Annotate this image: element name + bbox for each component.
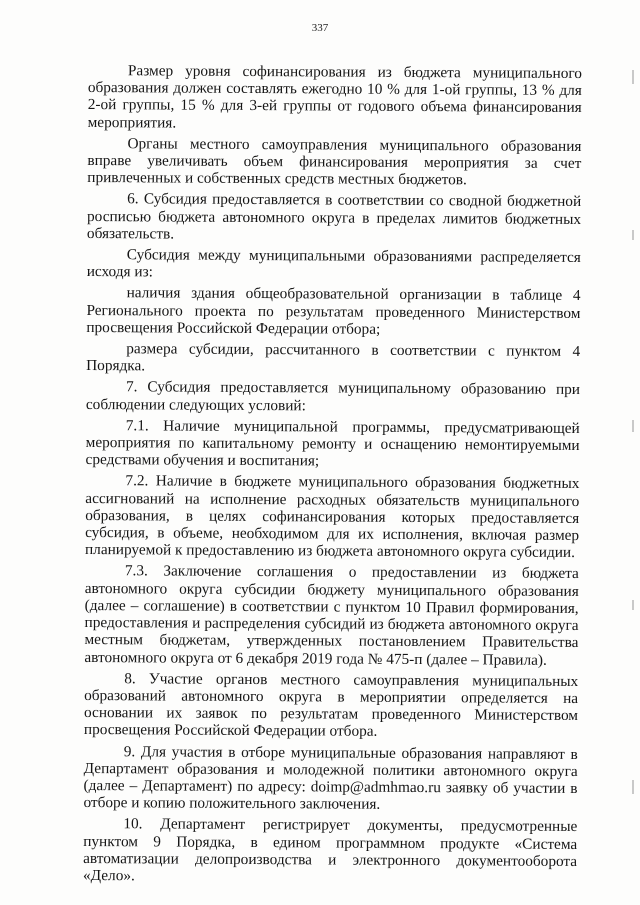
page-number: 337 bbox=[311, 22, 329, 34]
paragraph: размера субсидии, рассчитанного в соответствии с пунктом 4 Порядка. bbox=[86, 340, 581, 375]
scan-edge-mark bbox=[632, 70, 634, 84]
document-body bbox=[83, 62, 582, 891]
paragraph: 7. Субсидия предоставляется муниципальному образованию при соблюдении следующих условий: bbox=[85, 378, 581, 414]
paragraph: 9. Для участия в отборе муниципальные образования направляют в Департамент образования и молодежной политики автономного округа (далее – Департамент) по адресу: doimp@admhmao.ru заявку об участии в отборе и копию положительного заключения. bbox=[83, 742, 578, 813]
scan-edge-mark bbox=[632, 230, 634, 240]
paragraph: 7.2. Наличие в бюджете муниципального образования бюджетных ассигнований на исполнение расходных обязательств муниципального образования, в целях софинансирования которых предоставляется субсидия, в объеме, необходимом для их исполнения, включая размер планируемой к предоставлению из бюджета автономного округа субсидии. bbox=[84, 472, 580, 562]
paragraph: 6. Субсидия предоставляется в соответствии со сводной бюджетной росписью бюджета автономного округа в пределах лимитов бюджетных обязательств. bbox=[86, 190, 582, 243]
paragraph: Органы местного самоуправления муниципального образования вправе увеличивать объем финансирования мероприятия за счет привлеченных и собственных средств местных бюджетов. bbox=[87, 135, 582, 189]
paragraph: 7.3. Заключение соглашения о предоставлении из бюджета автономного округа субсидии бюджету муниципального образования (далее – соглашение) в соответствии с пунктом 10 Правил формирования, предоставления и распределения субсидий из бюджета автономного округа местным бюджетам, утвержденных постановлением Правительства автономного округа от 6 декабря 2019 года № 475-п (далее – Правила). bbox=[84, 562, 579, 669]
scan-edge-mark bbox=[632, 780, 634, 794]
paragraph: 10. Департамент регистрирует документы, предусмотренные пунктом 9 Порядка, в едином программном продукте «Система автоматизации делопроизводства и электронного документооборота «Дело». bbox=[82, 815, 578, 885]
scan-edge-mark bbox=[632, 600, 634, 610]
paragraph: Субсидия между муниципальными образованиями распределяется исходя из: bbox=[86, 246, 581, 281]
paragraph: Размер уровня софинансирования из бюджета муниципального образования должен составлять ежегодно 10 % для 1-ой группы, 13 % для 2-ой группы, 15 % для 3-ей группы от годового объема финансирования мероприятия. bbox=[87, 62, 582, 132]
scan-edge-mark bbox=[632, 420, 634, 432]
paragraph: 8. Участие органов местного самоуправления муниципальных образований автономного округа в мероприятии определяется на основании их заявок по результатам проведенного Министерством просвещения Российской Федерации отбора. bbox=[83, 669, 579, 741]
paragraph: 7.1. Наличие муниципальной программы, предусматривающей мероприятия по капитальному ремонту и оснащению немонтируемыми средствами обучения и воспитания; bbox=[85, 417, 580, 470]
paragraph: наличия здания общеобразовательной организации в таблице 4 Регионального проекта по результатам проведенного Министерством просвещения Российской Федерации отбора; bbox=[86, 284, 581, 338]
